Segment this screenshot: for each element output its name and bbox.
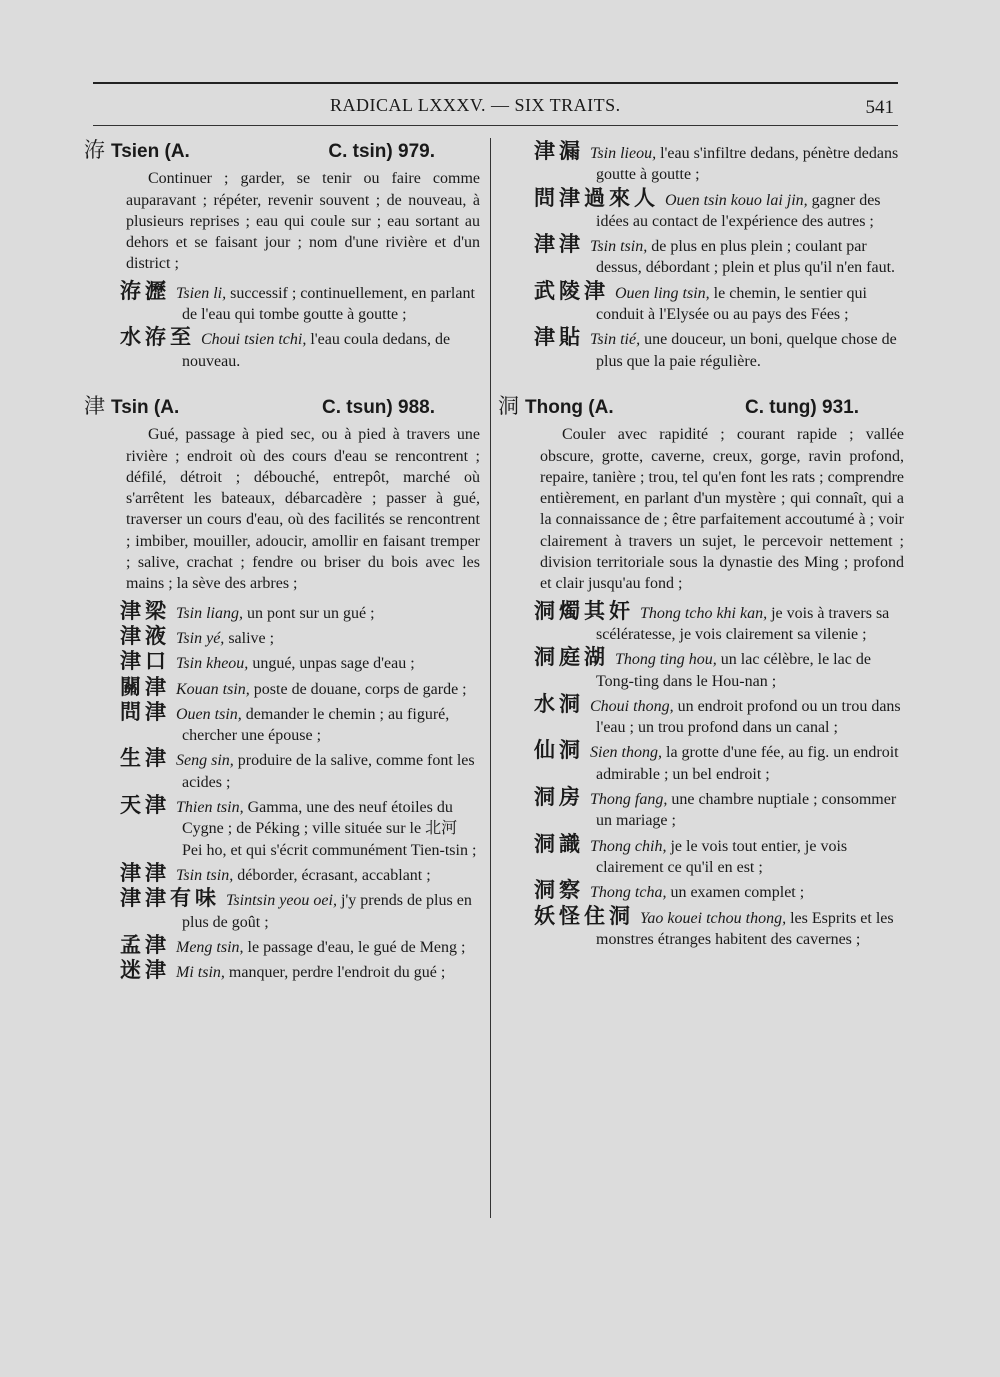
compound-characters: 津梁: [120, 598, 170, 623]
right-column: [498, 140, 904, 952]
compound-entry: [84, 699, 480, 747]
compound-meaning: poste de douane, corps de garde ;: [249, 680, 467, 698]
compound-romanization: Tsin kheou,: [176, 655, 249, 673]
compound-romanization: Tsintsin yeou oei,: [226, 892, 337, 910]
compound-characters: 津口: [120, 649, 170, 674]
compound-meaning: de plus en plus plein ; coulant par dessus, débordant ; plein et plus qu'il n'en faut.: [596, 238, 896, 277]
compound-characters: 洞察: [534, 878, 584, 903]
compound-meaning: je vois à travers sa scélératesse, je vois clairement sa vilenie ;: [596, 604, 890, 643]
compound-meaning: j'y prends de plus en plus de goût ;: [182, 892, 472, 931]
running-header: RADICAL LXXXV. — SIX TRAITS.: [330, 95, 621, 115]
compound-meaning: l'eau coula dedans, de nouveau.: [182, 331, 451, 370]
compound-meaning: la grotte d'une fée, au fig. un endroit admirable ; un bel endroit ;: [596, 744, 899, 783]
compound-meaning: le chemin, le sentier qui conduit à l'Elysée ou au pays des Fées ;: [596, 284, 867, 324]
compound-entry: [498, 903, 904, 951]
header-rule: [93, 125, 898, 126]
romanization: Tsin (A.: [111, 396, 180, 418]
compound-entry: [84, 795, 480, 861]
entry-heading: [498, 393, 904, 418]
compound-romanization: Tsin tsin,: [590, 238, 648, 256]
dictionary-entry: [84, 393, 480, 983]
compound-entry: [498, 327, 904, 372]
compound-romanization: Thong tcho khi kan,: [640, 604, 768, 622]
romanization: Thong (A.: [525, 396, 614, 418]
compound-characters: 仙洞: [534, 738, 584, 763]
compound-characters: 津液: [120, 623, 170, 648]
compound-meaning: demander le chemin ; au figuré, chercher une épouse ;: [182, 705, 450, 745]
compound-entry: [498, 598, 904, 646]
compound-entry: [84, 888, 480, 933]
compound-characters: 津津: [120, 860, 170, 885]
compound-entry: [84, 748, 480, 793]
compound-characters: 武陵津: [534, 278, 609, 303]
compound-characters: 問津過來人: [534, 185, 659, 210]
compound-characters: 津漏: [534, 139, 584, 163]
compound-romanization: Tsin lieou,: [590, 145, 657, 162]
compound-characters: 天津: [120, 793, 170, 818]
column-divider: [490, 138, 491, 1218]
page-number: 541: [865, 97, 894, 118]
compound-characters: 孟津: [120, 932, 170, 957]
compound-romanization: Thien tsin,: [176, 799, 244, 817]
compound-meaning: je le vois tout entier, je vois clairement ce qu'il en est ;: [596, 837, 848, 876]
compound-romanization: Mi tsin,: [176, 964, 225, 982]
compound-characters: 洞識: [534, 831, 584, 856]
compound-meaning: l'eau s'infiltre dedans, pénètre dedans goutte à goutte ;: [596, 145, 899, 184]
compound-romanization: Tsin tié,: [590, 331, 641, 349]
compound-characters: 津津有味: [120, 886, 220, 911]
compound-entry: [84, 327, 480, 372]
definition: Gué, passage à pied sec, ou à pied à travers une rivière ; endroit où des cours d'eau se rencontrent ; défilé, détroit ; débouché, entrepôt, marché où s'arrêtent les bateaux, débarcadère ; passer à gué, traverser un cours d'eau, où des facilités se rencontrent ; imbiber, mouiller, adoucir, amollir en faisant tremper ; salive, crachat ; fendre ou briser du bois avec les mains ; la sève des arbres ;: [126, 426, 480, 593]
compound-meaning: un examen complet ;: [666, 884, 805, 902]
compound-meaning: déborder, écrasant, accablant ;: [233, 866, 431, 884]
compound-entry: [498, 787, 904, 832]
compound-romanization: Meng tsin,: [176, 938, 244, 956]
compound-romanization: Tsin tsin,: [176, 866, 234, 884]
compound-entry: [84, 651, 480, 674]
compound-meaning: une chambre nuptiale ; consommer un mariage ;: [596, 791, 897, 830]
compound-characters: 水洞: [534, 691, 584, 716]
compound-entry: [498, 278, 904, 326]
compound-characters: 生津: [120, 746, 170, 771]
compound-entry: [84, 623, 480, 649]
compound-characters: 關津: [120, 674, 170, 699]
cantonese-reference: C. tung) 931.: [744, 396, 859, 418]
compound-characters: 洊瀝: [120, 278, 170, 303]
compound-characters: 津津: [534, 232, 584, 257]
compound-romanization: Kouan tsin,: [176, 680, 250, 698]
compound-meaning: une douceur, un boni, quelque chose de plus que la paie régulière.: [596, 331, 897, 370]
compound-entry: [84, 278, 480, 326]
entry-heading: [84, 140, 480, 162]
compound-entry: [498, 234, 904, 279]
romanization: Tsien (A.: [111, 141, 190, 162]
compound-characters: 妖怪住洞: [534, 903, 634, 928]
compound-entry: [498, 691, 904, 739]
head-character: 洞: [498, 393, 519, 418]
dictionary-entry: [84, 140, 480, 372]
compound-entry: [498, 141, 904, 186]
compound-characters: 洞房: [534, 785, 584, 810]
compound-characters: 迷津: [120, 958, 170, 983]
definition: Continuer ; garder, se tenir ou faire comme auparavant ; répéter, revenir souvent ; de nouveau, à plusieurs reprises ; eau qui coule sur ; eau sortant au dehors et se faisant jour ; nom d'une rivière et d'un district ;: [126, 170, 480, 273]
head-character: 津: [84, 393, 105, 418]
compound-romanization: Ouen tsin,: [176, 705, 242, 723]
cantonese-reference: C. tsin) 979.: [328, 141, 435, 162]
compound-romanization: Tsin yé,: [176, 629, 225, 647]
entry-heading: [84, 393, 480, 418]
compound-meaning: ungué, unpas sage d'eau ;: [248, 655, 415, 673]
compound-romanization: Ouen tsin kouo lai jin,: [665, 191, 808, 209]
compound-meaning: gagner des idées au contact de l'expérience des autres ;: [596, 191, 881, 230]
left-column: [84, 140, 480, 985]
compound-entry: [84, 932, 480, 958]
compound-romanization: Sien thong,: [590, 744, 662, 762]
compound-romanization: Thong fang,: [590, 791, 668, 809]
compound-meaning: manquer, perdre l'endroit du gué ;: [224, 964, 446, 982]
compound-meaning: le passage d'eau, le gué de Meng ;: [243, 938, 466, 956]
compound-meaning: un endroit profond ou un trou dans l'eau ; un trou profond dans un canal ;: [596, 697, 901, 737]
compound-entry: [498, 740, 904, 785]
compound-meaning: un lac célèbre, le lac de Tong-ting dans le Hou-nan ;: [596, 651, 871, 690]
compound-romanization: Thong ting hou,: [615, 651, 717, 669]
compound-entry: [498, 831, 904, 879]
compound-characters: 水洊至: [120, 325, 195, 350]
top-rule: [93, 82, 898, 84]
compound-meaning: les Esprits et les monstres étranges habitent des cavernes ;: [596, 909, 894, 948]
compound-meaning: un pont sur un gué ;: [243, 604, 375, 622]
dictionary-entry: [498, 393, 904, 950]
cantonese-reference: C. tsun) 988.: [322, 396, 435, 418]
head-character: 洊: [84, 138, 105, 162]
definition: Couler avec rapidité ; courant rapide ; vallée obscure, grotte, caverne, creux, gorge, ravin profond, repaire, tanière ; trou, tel qu'en font les rats ; comprendre entièrement, en parlant d'un mystère ; qui connaît, qui a la connaissance de ; être parfaitement accoutumé à ; voir clairement à travers un sujet, le percevoir nettement ; division territoriale sous la dynastie des Ming ; profond et clair jusqu'au fond ;: [540, 426, 904, 593]
compound-entry: [84, 598, 480, 624]
compound-romanization: Tsien li,: [176, 284, 227, 302]
compound-entry: [498, 185, 904, 233]
compound-romanization: Thong chih,: [590, 837, 667, 855]
compound-entry: [498, 647, 904, 692]
compound-romanization: Thong tcha,: [590, 884, 667, 902]
compound-entry: [498, 880, 904, 903]
compound-characters: 洞庭湖: [534, 645, 609, 670]
compound-romanization: Ouen ling tsin,: [615, 284, 710, 302]
compound-romanization: Seng sin,: [176, 752, 234, 770]
compound-meaning: salive ;: [224, 629, 275, 647]
compound-romanization: Tsin liang,: [176, 604, 243, 622]
compound-meaning: successif ; continuellement, en parlant de l'eau qui tombe goutte à goutte ;: [182, 284, 475, 324]
compound-romanization: Choui thong,: [590, 697, 674, 715]
compound-characters: 津貼: [534, 325, 584, 350]
compound-characters: 洞燭其奸: [534, 598, 634, 623]
compound-romanization: Yao kouei tchou thong,: [640, 909, 787, 927]
compound-meaning: produire de la salive, comme font les acides ;: [182, 752, 475, 791]
compound-meaning: Gamma, une des neuf étoiles du Cygne ; de Péking ; ville située sur le 北河 Pei ho, et qui s'écrit communément Tien-tsin ;: [182, 799, 477, 859]
compound-entry: [84, 960, 480, 983]
compound-entry: [84, 860, 480, 886]
compound-romanization: Choui tsien tchi,: [201, 331, 307, 349]
compound-characters: 問津: [120, 699, 170, 724]
compound-entry: [84, 674, 480, 700]
